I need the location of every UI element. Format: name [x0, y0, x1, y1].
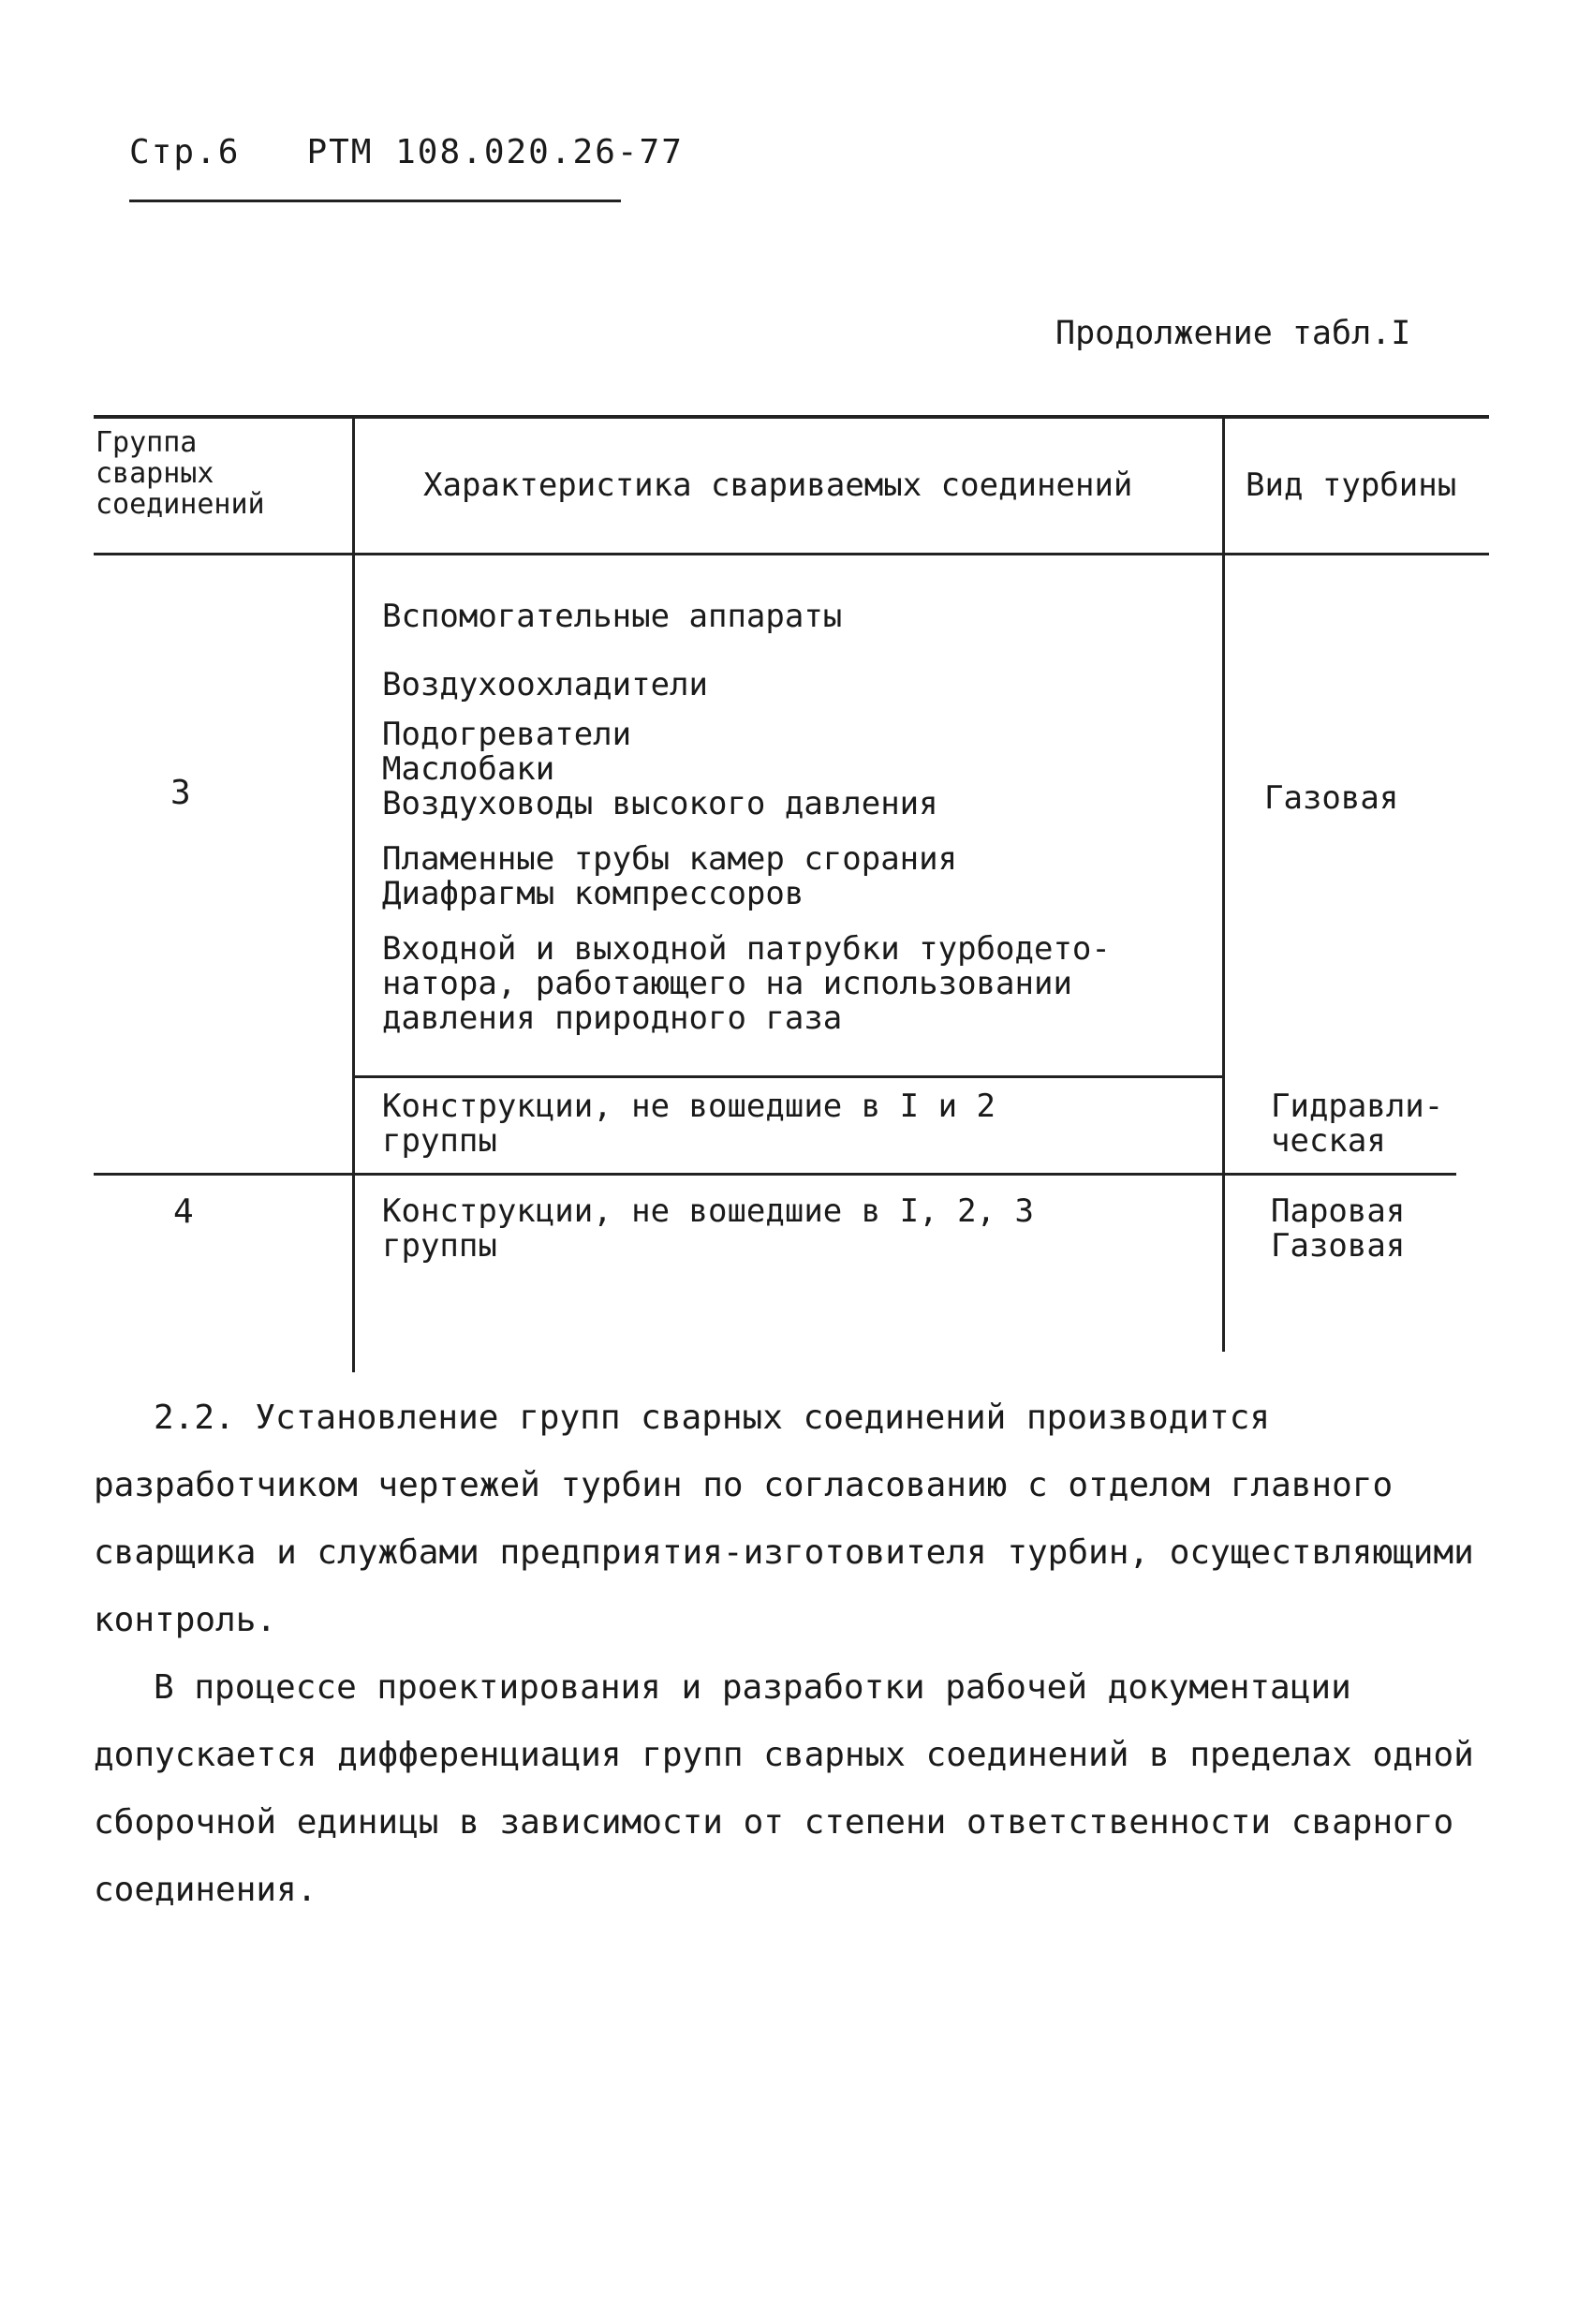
paragraph-differentiation: В процессе проектирования и разработки рабочей документации допускается дифференциация групп сварных соединений в пределах одной сборочной единицы в зависимости от степени ответственности сварного соединения. — [94, 1668, 1474, 1909]
column-divider — [352, 415, 355, 1372]
turbine-type: Газовая — [1264, 779, 1399, 817]
list-item: натора, работающего на использовании — [382, 965, 1072, 1002]
list-item: Воздухоохладители — [382, 666, 708, 703]
list-item: давления природного газа — [382, 999, 843, 1037]
document-code: РТМ 108.020.26-77 — [306, 133, 684, 171]
column-header-group: Группа сварных соединений — [96, 426, 265, 521]
row-divider — [354, 1075, 1225, 1078]
column-header-characteristic: Характеристика свариваемых соединений — [423, 466, 1133, 504]
list-item: Маслобаки — [382, 750, 555, 788]
list-item: Воздуховоды высокого давления — [382, 785, 938, 822]
turbine-type: Паровая Газовая — [1271, 1192, 1406, 1265]
row-divider — [94, 1173, 1456, 1176]
header-underline — [129, 200, 621, 202]
turbine-type: Гидравли- ческая — [1271, 1088, 1444, 1160]
column-header-turbine-type: Вид турбины — [1246, 466, 1457, 504]
group-number: 3 — [170, 774, 191, 812]
page-header — [129, 133, 684, 171]
list-item: Вспомогательные аппараты — [382, 598, 843, 635]
paragraph-2-2: 2.2. Установление групп сварных соединений производится разработчиком чертежей турбин по согласованию с отделом главного сварщика и службами предприятия-изготовителя турбин, осуществляющими контроль. — [94, 1399, 1474, 1639]
table-top-border — [94, 415, 1489, 419]
group-3-items — [382, 600, 1225, 1036]
construction-note: Конструкции, не вошедшие в I, 2, 3 группы — [382, 1192, 1034, 1265]
list-item: Подогреватели — [382, 716, 632, 753]
list-item: Пламенные трубы камер сгорания — [382, 840, 958, 878]
construction-note: Конструкции, не вошедшие в I и 2 группы — [382, 1088, 996, 1160]
group-number: 4 — [173, 1192, 194, 1231]
table-header-border — [94, 553, 1489, 555]
list-item: Входной и выходной патрубки турбодето- — [382, 930, 1111, 968]
table-continuation-label: Продолжение табл.I — [1055, 315, 1411, 352]
page-number: Стр.6 — [129, 133, 241, 171]
list-item: Диафрагмы компрессоров — [382, 875, 804, 912]
